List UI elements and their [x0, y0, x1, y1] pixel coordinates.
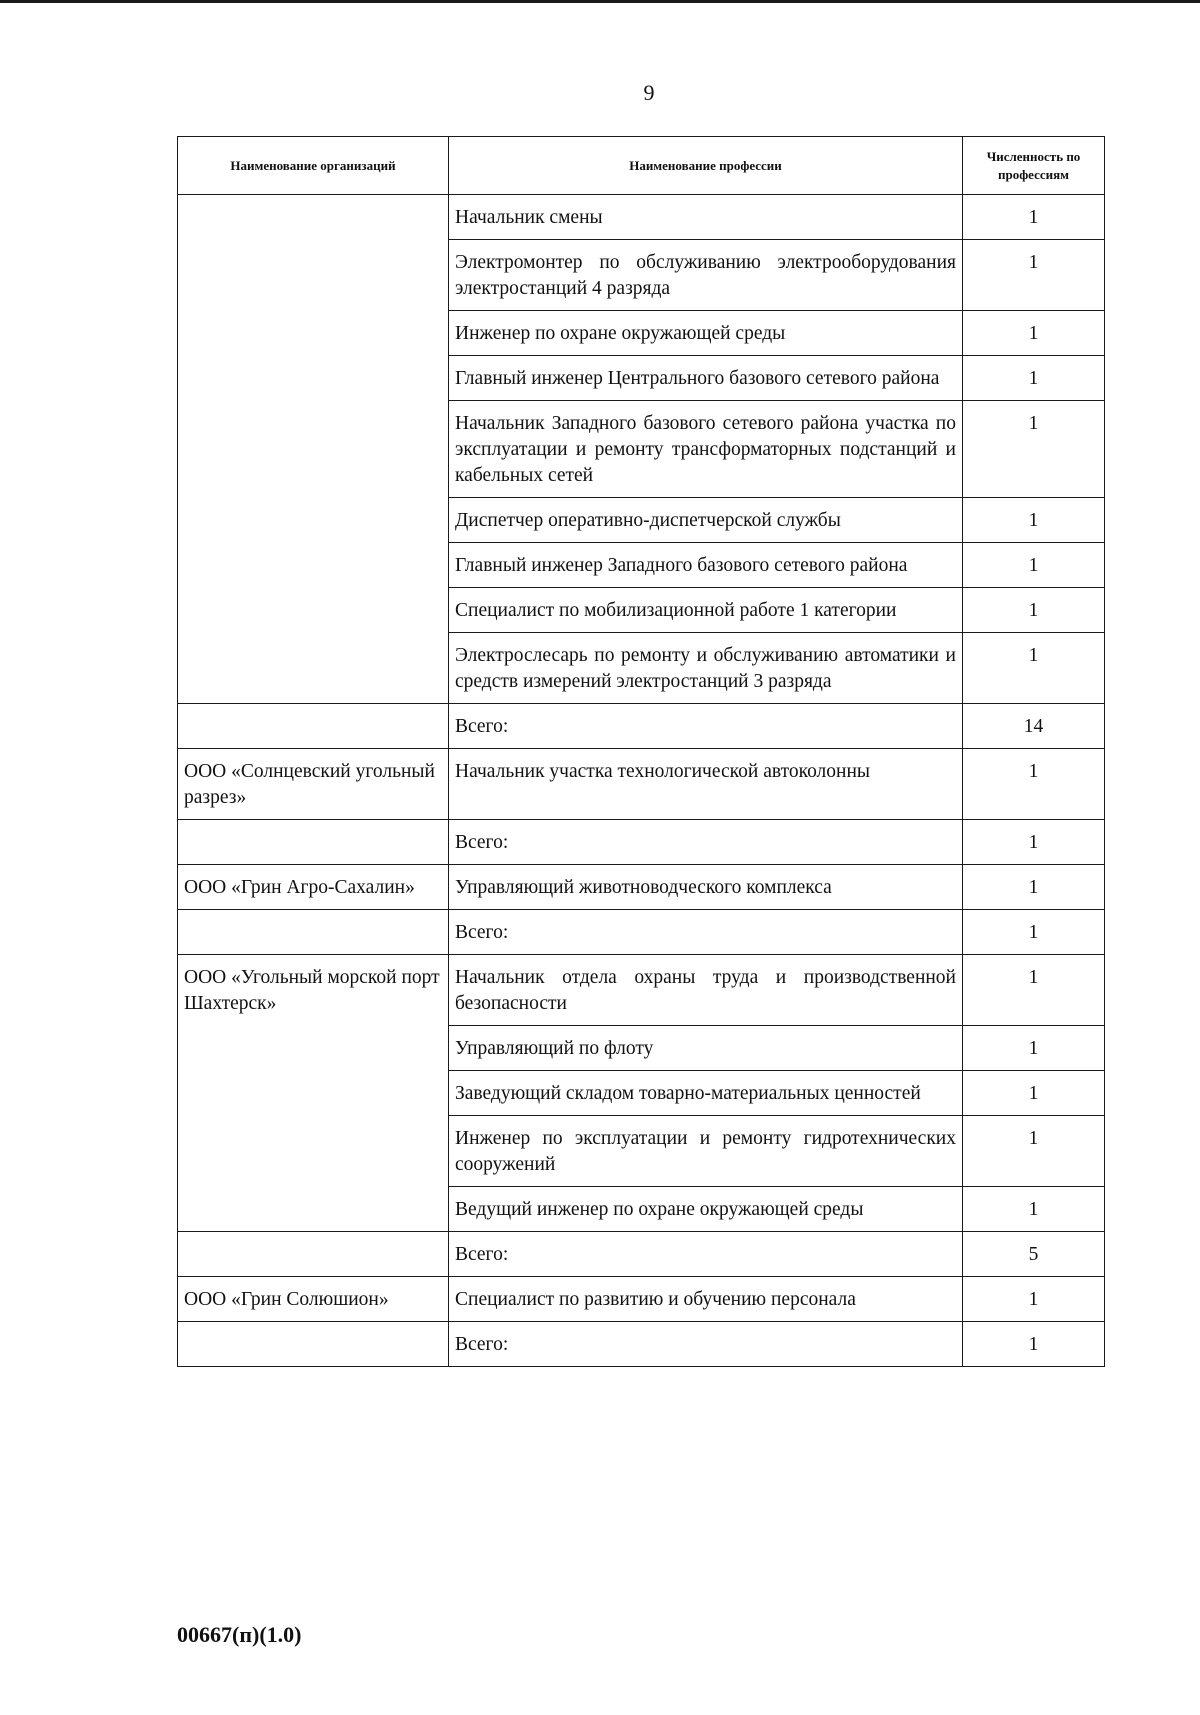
org-name: ООО «Грин Солюшион» [184, 1289, 389, 1310]
document-code: 00667(п)(1.0) [177, 1622, 302, 1647]
profession-name: Главный инженер Западного базового сетевого района [455, 555, 908, 576]
total-row [178, 1322, 1105, 1367]
count-cell [963, 1071, 1105, 1116]
org-cell [178, 955, 449, 1232]
profession-count: 1 [1028, 1128, 1039, 1149]
profession-name: Специалист по мобилизационной работе 1 категории [455, 600, 897, 621]
total-label: Всего: [455, 922, 509, 943]
total-value-cell [963, 704, 1105, 749]
scan-top-edge [0, 0, 1200, 3]
total-org-cell [178, 820, 449, 865]
profession-name: Начальник участка технологической автоколонны [455, 761, 871, 782]
total-row [178, 704, 1105, 749]
count-cell [963, 633, 1105, 704]
profession-cell [449, 1116, 963, 1187]
profession-count: 1 [1028, 967, 1039, 988]
profession-name: Управляющий по флоту [455, 1038, 654, 1059]
total-label-cell [449, 1232, 963, 1277]
total-label: Всего: [455, 832, 509, 853]
profession-count: 1 [1028, 413, 1039, 434]
count-cell [963, 1026, 1105, 1071]
profession-cell [449, 1187, 963, 1232]
table-row [178, 1277, 1105, 1322]
profession-count: 1 [1028, 1083, 1039, 1104]
total-row [178, 910, 1105, 955]
profession-name: Ведущий инженер по охране окружающей среды [455, 1199, 864, 1220]
count-cell [963, 749, 1105, 820]
org-name [178, 195, 448, 213]
total-org-cell [178, 1232, 449, 1277]
count-cell [963, 865, 1105, 910]
total-value-cell [963, 1322, 1105, 1367]
org-name: ООО «Угольный морской порт Шахтерск» [184, 967, 440, 1014]
org-cell [178, 195, 449, 704]
professions-table [177, 136, 1105, 1367]
total-value-cell [963, 1232, 1105, 1277]
profession-count: 1 [1028, 555, 1039, 576]
profession-cell [449, 356, 963, 401]
page-number: 9 [643, 80, 655, 105]
total-org-cell [178, 704, 449, 749]
profession-count: 1 [1028, 761, 1039, 782]
count-cell [963, 1187, 1105, 1232]
profession-name: Электромонтер по обслуживанию электрооборудования электростанций 4 разряда [455, 252, 956, 299]
table-header-row [178, 137, 1105, 195]
profession-cell [449, 588, 963, 633]
header-count: Численность по профессиям [963, 137, 1105, 195]
profession-name: Заведующий складом товарно-материальных ценностей [455, 1083, 921, 1104]
header-profession: Наименование профессии [449, 137, 963, 195]
count-cell [963, 356, 1105, 401]
count-cell [963, 311, 1105, 356]
profession-name: Диспетчер оперативно-диспетчерской службы [455, 510, 841, 531]
table-row [178, 955, 1105, 1026]
profession-count: 1 [1028, 1289, 1039, 1310]
profession-name: Специалист по развитию и обучению персонала [455, 1289, 856, 1310]
count-cell [963, 401, 1105, 498]
org-cell [178, 749, 449, 820]
total-label-cell [449, 1322, 963, 1367]
org-name: ООО «Солнцевский угольный разрез» [184, 761, 435, 808]
total-value: 1 [1028, 1334, 1039, 1355]
total-org-cell [178, 1322, 449, 1367]
profession-name: Электрослесарь по ремонту и обслуживанию автоматики и средств измерений электростанций 3 разряда [455, 645, 956, 692]
profession-count: 1 [1028, 645, 1039, 666]
org-cell [178, 1277, 449, 1322]
profession-cell [449, 311, 963, 356]
total-label: Всего: [455, 1244, 509, 1265]
profession-cell [449, 633, 963, 704]
profession-name: Начальник отдела охраны труда и производственной безопасности [455, 967, 956, 1014]
profession-name: Инженер по охране окружающей среды [455, 323, 786, 344]
table-row [178, 195, 1105, 240]
total-label-cell [449, 910, 963, 955]
total-row [178, 1232, 1105, 1277]
profession-cell [449, 1071, 963, 1116]
profession-name: Инженер по эксплуатации и ремонту гидротехнических сооружений [455, 1128, 956, 1175]
profession-cell [449, 543, 963, 588]
profession-name: Главный инженер Центрального базового сетевого района [455, 368, 940, 389]
profession-count: 1 [1028, 207, 1039, 228]
profession-cell [449, 498, 963, 543]
profession-count: 1 [1028, 600, 1039, 621]
org-cell [178, 865, 449, 910]
profession-cell [449, 865, 963, 910]
profession-name: Управляющий животноводческого комплекса [455, 877, 832, 898]
profession-cell [449, 1026, 963, 1071]
count-cell [963, 240, 1105, 311]
total-value: 5 [1028, 1244, 1039, 1265]
profession-count: 1 [1028, 1038, 1039, 1059]
profession-cell [449, 195, 963, 240]
table-body [178, 195, 1105, 1367]
count-cell [963, 543, 1105, 588]
org-name: ООО «Грин Агро-Сахалин» [184, 877, 415, 898]
profession-cell [449, 240, 963, 311]
profession-cell [449, 749, 963, 820]
count-cell [963, 955, 1105, 1026]
total-row [178, 820, 1105, 865]
count-cell [963, 1116, 1105, 1187]
table-row [178, 865, 1105, 910]
total-label: Всего: [455, 1334, 509, 1355]
profession-count: 1 [1028, 877, 1039, 898]
total-label-cell [449, 704, 963, 749]
header-org: Наименование организаций [178, 137, 449, 195]
count-cell [963, 1277, 1105, 1322]
profession-cell [449, 955, 963, 1026]
total-label-cell [449, 820, 963, 865]
count-cell [963, 195, 1105, 240]
profession-cell [449, 1277, 963, 1322]
profession-cell [449, 401, 963, 498]
table-row [178, 749, 1105, 820]
profession-count: 1 [1028, 323, 1039, 344]
total-value: 1 [1028, 922, 1039, 943]
profession-count: 1 [1028, 1199, 1039, 1220]
profession-count: 1 [1028, 510, 1039, 531]
profession-name: Начальник смены [455, 207, 603, 228]
profession-count: 1 [1028, 252, 1039, 273]
total-value: 14 [1023, 716, 1044, 737]
total-value-cell [963, 910, 1105, 955]
total-value-cell [963, 820, 1105, 865]
total-label: Всего: [455, 716, 509, 737]
count-cell [963, 498, 1105, 543]
total-org-cell [178, 910, 449, 955]
profession-name: Начальник Западного базового сетевого района участка по эксплуатации и ремонту трансформаторных подстанций и кабельных сетей [455, 413, 956, 486]
total-value: 1 [1028, 832, 1039, 853]
profession-count: 1 [1028, 368, 1039, 389]
count-cell [963, 588, 1105, 633]
